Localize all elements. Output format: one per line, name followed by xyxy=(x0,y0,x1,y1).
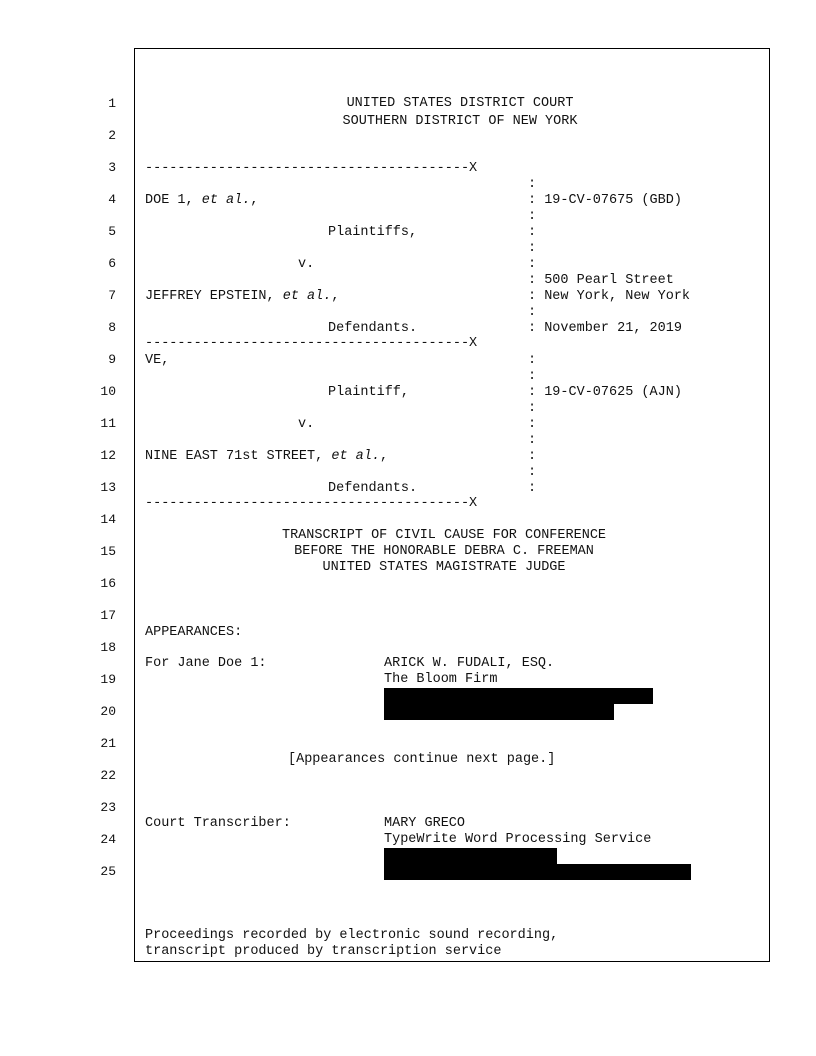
line-number: 2 xyxy=(108,128,116,143)
judge-title: UNITED STATES MAGISTRATE JUDGE xyxy=(322,560,566,575)
line-number: 14 xyxy=(100,512,116,527)
case-number: : 19-CV-07675 (GBD) xyxy=(528,193,682,208)
redaction-bar xyxy=(384,864,691,880)
colon: : xyxy=(528,177,537,192)
versus: v. xyxy=(298,417,315,432)
colon: : xyxy=(528,417,537,432)
colon: : xyxy=(528,209,537,224)
line-number: 8 xyxy=(108,320,116,335)
appearances-continue-note: [Appearances continue next page.] xyxy=(288,752,556,767)
line-number: 15 xyxy=(100,544,116,559)
line-number: 17 xyxy=(100,608,116,623)
redaction-bar xyxy=(384,848,557,864)
court-address-city: : New York, New York xyxy=(528,289,691,304)
line-number: 1 xyxy=(108,96,116,111)
defendant-name: JEFFREY EPSTEIN, et al., xyxy=(145,289,340,304)
transcription-note: transcript produced by transcription service xyxy=(145,944,502,959)
colon: : xyxy=(528,305,537,320)
caption-divider: ----------------------------------------X xyxy=(145,496,478,511)
appearance-party-label: For Jane Doe 1: xyxy=(145,656,267,671)
plaintiff-role: Plaintiffs, xyxy=(328,225,418,240)
line-number: 24 xyxy=(100,832,116,847)
transcriber-name: MARY GRECO xyxy=(384,816,466,831)
transcript-title: TRANSCRIPT OF CIVIL CAUSE FOR CONFERENCE xyxy=(281,528,607,543)
line-number: 16 xyxy=(100,576,116,591)
colon: : xyxy=(528,433,537,448)
colon: : xyxy=(528,369,537,384)
line-number: 18 xyxy=(100,640,116,655)
line-number: 5 xyxy=(108,224,116,239)
line-number: 4 xyxy=(108,192,116,207)
line-number: 25 xyxy=(100,864,116,879)
line-number: 19 xyxy=(100,672,116,687)
colon: : xyxy=(528,353,537,368)
redaction-bar xyxy=(384,704,614,720)
colon: : xyxy=(528,241,537,256)
plaintiff-role: Plaintiff, xyxy=(328,385,410,400)
colon: : xyxy=(528,465,537,480)
recording-note: Proceedings recorded by electronic sound recording, xyxy=(145,928,559,943)
colon: : xyxy=(528,225,537,240)
court-name: UNITED STATES DISTRICT COURT xyxy=(346,96,574,111)
colon: : xyxy=(528,257,537,272)
defendant-role: Defendants. xyxy=(328,481,418,496)
line-number: 10 xyxy=(100,384,116,399)
line-number: 7 xyxy=(108,288,116,303)
law-firm: The Bloom Firm xyxy=(384,672,498,687)
caption-divider: ----------------------------------------X xyxy=(145,161,478,176)
case-number: : 19-CV-07625 (AJN) xyxy=(528,385,682,400)
line-number: 3 xyxy=(108,160,116,175)
defendant-role: Defendants. xyxy=(328,321,418,336)
appearances-heading: APPEARANCES: xyxy=(145,625,243,640)
court-district: SOUTHERN DISTRICT OF NEW YORK xyxy=(342,114,578,129)
defendant-name: NINE EAST 71st STREET, et al., xyxy=(145,449,389,464)
judge-name: BEFORE THE HONORABLE DEBRA C. FREEMAN xyxy=(294,544,594,559)
versus: v. xyxy=(298,257,315,272)
colon: : xyxy=(528,401,537,416)
caption-divider: ----------------------------------------X xyxy=(145,336,478,351)
colon: : xyxy=(528,481,537,496)
line-number: 23 xyxy=(100,800,116,815)
transcriber-company: TypeWrite Word Processing Service xyxy=(384,832,652,847)
line-number: 11 xyxy=(100,416,116,431)
transcriber-label: Court Transcriber: xyxy=(145,816,291,831)
attorney-name: ARICK W. FUDALI, ESQ. xyxy=(384,656,555,671)
hearing-date: : November 21, 2019 xyxy=(528,321,682,336)
line-number: 22 xyxy=(100,768,116,783)
line-number: 21 xyxy=(100,736,116,751)
line-number: 20 xyxy=(100,704,116,719)
plaintiff-name: DOE 1, et al., xyxy=(145,193,259,208)
line-number: 12 xyxy=(100,448,116,463)
line-number: 6 xyxy=(108,256,116,271)
colon: : xyxy=(528,449,537,464)
redaction-bar xyxy=(384,688,653,704)
line-number: 13 xyxy=(100,480,116,495)
line-number: 9 xyxy=(108,352,116,367)
court-address-street: : 500 Pearl Street xyxy=(528,273,674,288)
plaintiff-name: VE, xyxy=(145,353,170,368)
